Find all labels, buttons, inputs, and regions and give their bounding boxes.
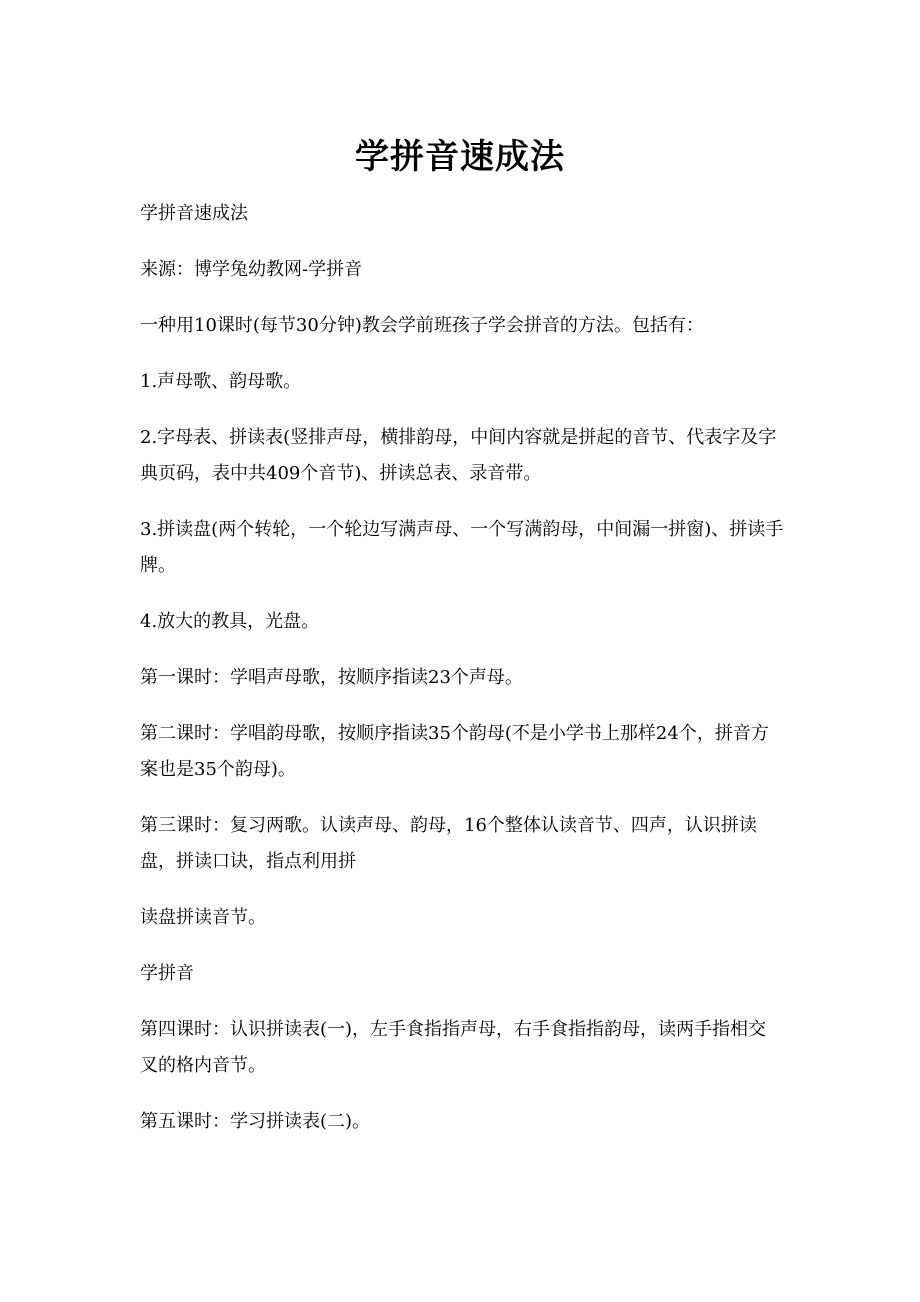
document-body: [140, 196, 784, 1160]
lesson-2-paragraph: 第二课时：学唱韵母歌，按顺序指读35个韵母(不是小学书上那样24个，拼音方案也是35个韵母)。: [140, 723, 769, 780]
subtitle-paragraph: 学拼音速成法: [140, 203, 248, 224]
lesson-3-continued-paragraph: 读盘拼读音节。: [140, 907, 266, 928]
section-label-paragraph: 学拼音: [140, 963, 194, 984]
list-item-2: 2.字母表、拼读表(竖排声母，横排韵母，中间内容就是拼起的音节、代表字及字典页码，表中共409个音节)、拼读总表、录音带。: [140, 427, 777, 484]
document-title: 学拼音速成法: [355, 136, 565, 177]
list-item-1: 1.声母歌、韵母歌。: [140, 371, 302, 392]
lesson-5-paragraph: 第五课时：学习拼读表(二)。: [140, 1111, 371, 1132]
lesson-4-paragraph: 第四课时：认识拼读表(一)，左手食指指声母，右手食指指韵母，读两手指相交叉的格内音节。: [140, 1019, 767, 1076]
lesson-3-paragraph: 第三课时：复习两歌。认读声母、韵母，16个整体认读音节、四声，认识拼读盘，拼读口诀，指点利用拼: [140, 815, 757, 872]
lesson-1-paragraph: 第一课时：学唱声母歌，按顺序指读23个声母。: [140, 667, 523, 688]
intro-paragraph: 一种用10课时(每节30分钟)教会学前班孩子学会拼音的方法。包括有：: [140, 315, 704, 336]
list-item-3: 3.拼读盘(两个转轮，一个轮边写满声母、一个写满韵母，中间漏一拼窗)、拼读手牌。: [140, 519, 784, 576]
list-item-4: 4.放大的教具，光盘。: [140, 611, 320, 632]
source-paragraph: 来源：博学兔幼教网-学拼音: [140, 259, 363, 280]
